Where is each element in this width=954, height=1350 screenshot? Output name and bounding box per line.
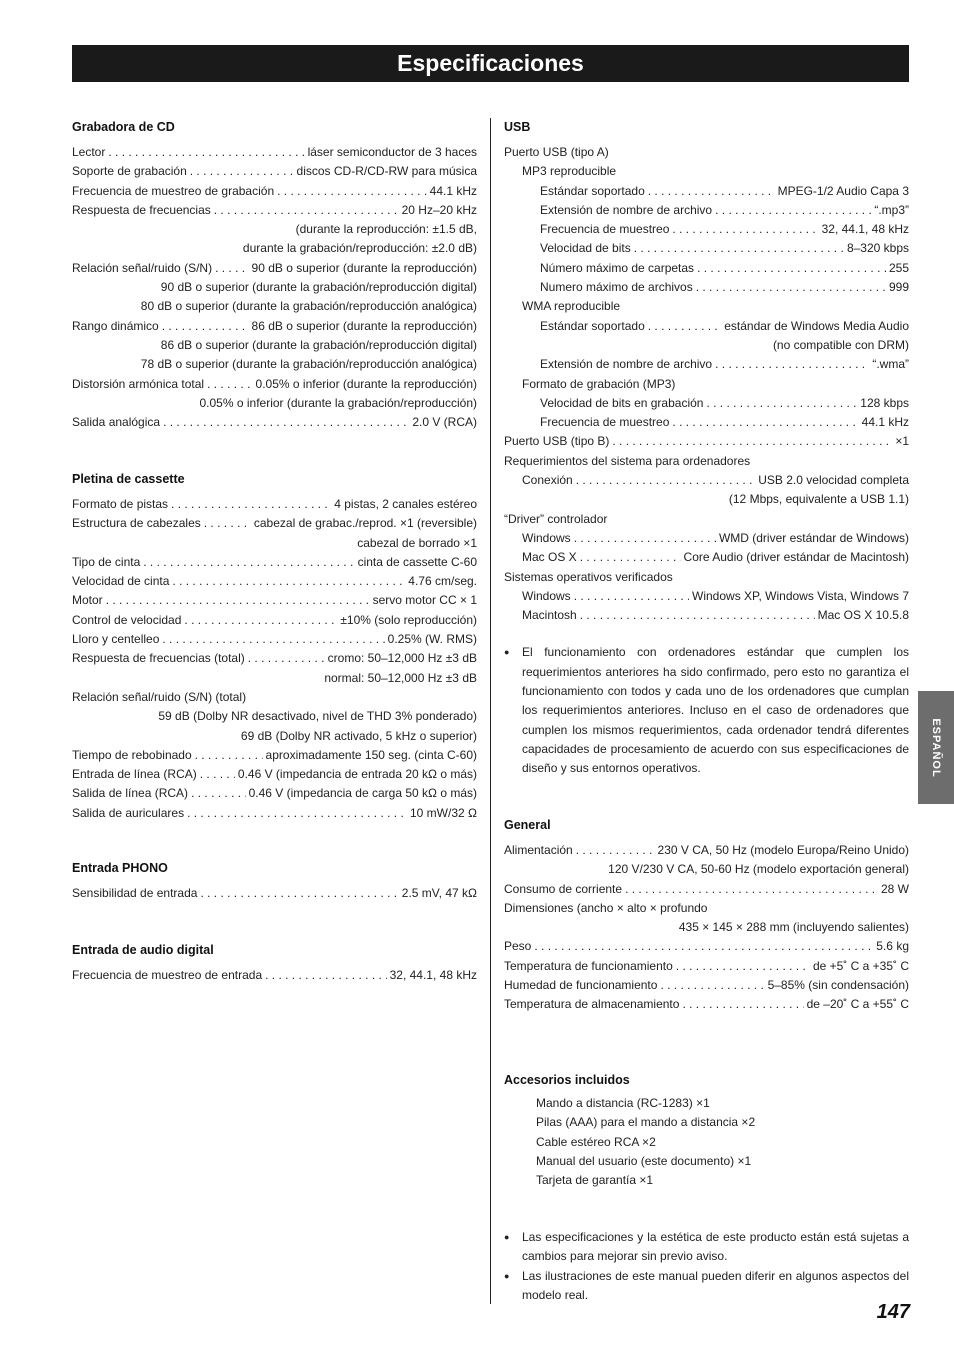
spec-value: 2.0 V (RCA) (412, 415, 477, 430)
spec-value: “.mp3” (874, 202, 909, 217)
spec-value: “.wma” (872, 357, 909, 372)
spec-row (72, 611, 477, 630)
section-digital-input (72, 941, 477, 985)
spec-value: cinta de cassette C-60 (357, 554, 477, 569)
leader-dots (187, 804, 407, 823)
spec-row (72, 591, 477, 610)
spec-label: Windows (522, 530, 571, 545)
spec-row (72, 514, 477, 533)
spec-label: Temperatura de almacenamiento (504, 997, 680, 1012)
spec-value: de –20˚ C a +55˚ C (806, 997, 909, 1012)
spec-value: 10 mW/32 Ω (410, 805, 477, 820)
spec-row (72, 649, 477, 668)
spec-label: Velocidad de cinta (72, 574, 170, 589)
spec-value: cabezal de grabac./reprod. ×1 (reversible) (253, 516, 477, 531)
spec-row (504, 355, 909, 374)
leader-dots (162, 630, 384, 649)
spec-value: 999 (888, 280, 909, 295)
spec-label: Entrada de línea (RCA) (72, 767, 197, 782)
spec-value: 0.05% o inferior (durante la reproducción) (255, 376, 477, 391)
spec-label: Rango dinámico (72, 318, 159, 333)
leader-dots (214, 201, 399, 220)
section-title: Accesorios incluidos (504, 1073, 630, 1087)
spec-row (504, 841, 909, 860)
leader-dots (580, 548, 681, 567)
spec-row (72, 966, 477, 985)
page-title: Especificaciones (72, 45, 909, 82)
spec-value: 32, 44.1, 48 kHz (389, 968, 477, 982)
spec-label: Mac OS X (522, 550, 577, 565)
spec-value: de +5˚ C a +35˚ C (812, 958, 909, 973)
spec-continuation: (durante la reproducción: ±1.5 dB, (295, 222, 477, 237)
spec-row (504, 471, 909, 490)
spec-label: Puerto USB (tipo B) (504, 434, 610, 449)
spec-value: Core Audio (driver estándar de Macintosh) (683, 550, 909, 565)
spec-row (72, 765, 477, 784)
spec-value: 4 pistas, 2 canales estéreo (334, 497, 477, 511)
spec-subheading: Dimensiones (ancho × alto × profundo (504, 900, 708, 915)
spec-label: Salida de auriculares (72, 805, 185, 820)
leader-dots (195, 746, 263, 765)
usb-note: ● El funcionamiento con ordenadores estándar que cumplen los requerimientos anteriores ha sido confirmado, pero esto no garantiza el funcionamiento con todos y cada uno de los ordenadores que cumplan los requerimientos anteriores. Incluso en el caso de ordenadores que cumplen los mismos requerimientos, cada ordenador tendrá diferentes capacidades de procesamiento de acuerdo con sus especificaciones de diseño y sus entornos operativos. (504, 643, 909, 778)
spec-value: ±10% (solo reproducción) (340, 612, 477, 627)
spec-row (72, 784, 477, 803)
spec-label: Estructura de cabezales (72, 516, 201, 531)
spec-row (72, 884, 477, 903)
spec-subheading: “Driver” controlador (504, 511, 608, 526)
section-general (504, 816, 909, 1015)
leader-dots (200, 884, 398, 903)
spec-label: Lloro y centelleo (72, 632, 160, 647)
footnotes (504, 1228, 909, 1305)
accessory-item: Pilas (AAA) para el mando a distancia ×2 (536, 1115, 756, 1130)
spec-row (504, 394, 909, 413)
spec-label: Frecuencia de muestreo (540, 222, 670, 237)
spec-value: USB 2.0 velocidad completa (758, 473, 909, 488)
spec-row (504, 201, 909, 220)
spec-label: Soporte de grabación (72, 164, 187, 179)
spec-value: 2.5 mV, 47 kΩ (401, 886, 477, 900)
spec-label: Número máximo de carpetas (540, 260, 695, 275)
spec-label: Relación señal/ruido (S/N) (72, 260, 213, 275)
leader-dots (715, 355, 869, 374)
spec-row (504, 413, 909, 432)
leader-dots (625, 880, 878, 899)
spec-continuation: 0.05% o inferior (durante la grabación/reproducción) (199, 395, 477, 410)
spec-label: Control de velocidad (72, 612, 182, 627)
spec-value: 5.6 kg (876, 939, 909, 954)
spec-list (72, 143, 477, 432)
spec-row (72, 182, 477, 201)
spec-value: cromo: 50–12,000 Hz ±3 dB (327, 651, 477, 666)
section-cassette-deck (72, 470, 477, 823)
section-cd-recorder (72, 118, 477, 432)
spec-value: 20 Hz–20 kHz (401, 202, 477, 217)
spec-value: 255 (888, 260, 909, 275)
spec-list (504, 143, 909, 625)
spec-label: Macintosh (522, 608, 577, 623)
spec-subheading: Puerto USB (tipo A) (504, 145, 609, 159)
spec-row (504, 220, 909, 239)
spec-row (72, 746, 477, 765)
spec-label: Temperatura de funcionamiento (504, 958, 673, 973)
spec-label: Estándar soportado (540, 183, 645, 198)
spec-continuation: durante la grabación/reproducción: ±2.0 dB) (242, 241, 477, 256)
leader-dots (204, 514, 251, 533)
spec-continuation: 120 V/230 V CA, 50-60 Hz (modelo exportación general) (608, 862, 909, 877)
accessory-item: Manual del usuario (este documento) ×1 (536, 1153, 752, 1168)
leader-dots (277, 182, 427, 201)
section-phono-input (72, 859, 477, 903)
spec-row (504, 278, 909, 297)
leader-dots (143, 553, 354, 572)
spec-label: Velocidad de bits (540, 241, 631, 256)
spec-list (504, 841, 909, 1015)
spec-label: Conexión (522, 473, 573, 488)
spec-label: Alimentación (504, 843, 573, 857)
spec-row (72, 259, 477, 278)
spec-value: 0.25% (W. RMS) (387, 632, 477, 647)
spec-subheading: Requerimientos del sistema para ordenadores (504, 453, 751, 468)
spec-continuation: 80 dB o superior (durante la grabación/reproducción analógica) (140, 299, 477, 314)
leader-dots (171, 495, 331, 514)
spec-row (72, 413, 477, 432)
spec-label: Distorsión armónica total (72, 376, 205, 391)
leader-dots (200, 765, 235, 784)
footnote: ● Las ilustraciones de este manual pueden diferir en algunos aspectos del modelo real. (504, 1267, 909, 1306)
leader-dots (697, 259, 886, 278)
leader-dots (534, 937, 873, 956)
spec-row (504, 182, 909, 201)
spec-row (72, 162, 477, 181)
spec-label: Velocidad de bits en grabación (540, 395, 704, 410)
spec-label: Frecuencia de muestreo de entrada (72, 968, 263, 982)
spec-row (504, 976, 909, 995)
spec-list (72, 495, 477, 823)
leader-dots (660, 976, 764, 995)
spec-subheading: MP3 reproducible (522, 164, 617, 179)
leader-dots (190, 162, 294, 181)
spec-value: 86 dB o superior (durante la reproducción) (251, 318, 477, 333)
spec-value: estándar de Windows Media Audio (724, 318, 909, 333)
spec-continuation: normal: 50–12,000 Hz ±3 dB (324, 670, 477, 685)
spec-label: Extensión de nombre de archivo (540, 357, 713, 372)
spec-subheading: Sistemas operativos verificados (504, 569, 673, 584)
spec-value: 28 W (880, 881, 909, 896)
spec-label: Peso (504, 939, 532, 954)
spec-row (504, 937, 909, 956)
spec-value: WMD (driver estándar de Windows) (718, 530, 909, 545)
spec-subheading: Relación señal/ruido (S/N) (total) (72, 689, 247, 704)
spec-row (72, 317, 477, 336)
spec-subheading: WMA reproducible (522, 299, 621, 314)
section-title: Entrada PHONO (72, 861, 168, 875)
spec-label: Estándar soportado (540, 318, 645, 333)
leader-dots (612, 432, 892, 451)
spec-row (504, 259, 909, 278)
spec-label: Lector (72, 145, 106, 159)
spec-label: Frecuencia de muestreo (540, 415, 670, 430)
spec-label: Consumo de corriente (504, 881, 623, 896)
spec-label: Formato de pistas (72, 497, 169, 511)
leader-dots (191, 784, 246, 803)
spec-value: Windows XP, Windows Vista, Windows 7 (692, 588, 909, 603)
spec-continuation: 78 dB o superior (durante la grabación/reproducción analógica) (140, 357, 477, 372)
spec-value: servo motor CC × 1 (372, 593, 477, 608)
accessory-item: Mando a distancia (RC-1283) ×1 (536, 1096, 710, 1110)
spec-row (72, 553, 477, 572)
leader-dots (682, 995, 803, 1014)
section-title: Pletina de cassette (72, 472, 185, 486)
spec-label: Salida de línea (RCA) (72, 786, 189, 801)
spec-continuation: 86 dB o superior (durante la grabación/reproducción digital) (160, 337, 477, 352)
leader-dots (696, 278, 886, 297)
spec-continuation: (12 Mbps, equivalente a USB 1.1) (728, 492, 909, 507)
accessory-item: Cable estéreo RCA ×2 (536, 1134, 656, 1149)
spec-continuation: 59 dB (Dolby NR desactivado, nivel de THD 3% ponderado) (158, 709, 477, 724)
spec-value: 230 V CA, 50 Hz (modelo Europa/Reino Unido) (657, 843, 909, 857)
spec-value: Mac OS X 10.5.8 (817, 608, 909, 623)
spec-row (504, 548, 909, 567)
leader-dots (580, 606, 815, 625)
leader-dots (172, 572, 405, 591)
page-number: 147 (876, 1301, 910, 1323)
spec-label: Windows (522, 588, 571, 603)
spec-label: Respuesta de frecuencias (total) (72, 651, 245, 666)
spec-row (504, 529, 909, 548)
spec-row (72, 495, 477, 514)
section-title: Grabadora de CD (72, 120, 175, 134)
spec-row (72, 375, 477, 394)
leader-dots (215, 259, 248, 278)
leader-dots (574, 587, 689, 606)
spec-continuation: 90 dB o superior (durante la grabación/reproducción digital) (160, 280, 477, 295)
spec-label: Salida analógica (72, 415, 161, 430)
spec-label: Frecuencia de muestreo de grabación (72, 183, 275, 198)
spec-list (72, 884, 477, 903)
leader-dots (672, 220, 818, 239)
section-accessories (504, 1071, 909, 1190)
spec-continuation: cabezal de borrado ×1 (357, 535, 477, 550)
spec-row (72, 201, 477, 220)
spec-value: ×1 (895, 434, 909, 449)
spec-value: 128 kbps (860, 395, 909, 410)
spec-row (504, 432, 909, 451)
leader-dots (207, 375, 252, 394)
spec-continuation: 435 × 145 × 288 mm (incluyendo salientes) (678, 920, 909, 935)
spec-row (72, 804, 477, 823)
section-usb (504, 118, 909, 779)
spec-list (72, 966, 477, 985)
spec-continuation: (no compatible con DRM) (772, 337, 909, 352)
spec-row (504, 957, 909, 976)
spec-value: 44.1 kHz (429, 183, 477, 198)
spec-value: 4.76 cm/seg. (408, 574, 477, 589)
spec-row (504, 995, 909, 1014)
spec-value: MPEG-1/2 Audio Capa 3 (777, 183, 909, 198)
spec-value: 8–320 kbps (846, 241, 909, 256)
spec-label: Numero máximo de archivos (540, 280, 693, 295)
section-title: USB (504, 120, 531, 134)
spec-value: aproximadamente 150 seg. (cinta C-60) (265, 747, 477, 762)
spec-label: Motor (72, 593, 103, 608)
section-title: Entrada de audio digital (72, 943, 214, 957)
leader-dots (576, 841, 655, 860)
section-title: General (504, 818, 551, 832)
language-tab-label: ESPAÑOL (930, 717, 942, 778)
spec-row (504, 587, 909, 606)
spec-value: 5–85% (sin condensación) (767, 978, 909, 993)
leader-dots (672, 413, 858, 432)
spec-row (504, 239, 909, 258)
leader-dots (648, 317, 721, 336)
spec-value: láser semiconductor de 3 haces (307, 145, 477, 159)
spec-row (72, 630, 477, 649)
leader-dots (162, 317, 249, 336)
spec-label: Tiempo de rebobinado (72, 747, 192, 762)
leader-dots (706, 394, 857, 413)
spec-value: 32, 44.1, 48 kHz (821, 222, 909, 237)
spec-label: Respuesta de frecuencias (72, 202, 211, 217)
spec-row (504, 880, 909, 899)
spec-value: 0.46 V (impedancia de carga 50 kΩ o más) (248, 786, 477, 801)
spec-row (72, 143, 477, 162)
leader-dots (106, 591, 370, 610)
language-tab (918, 691, 954, 804)
leader-dots (265, 966, 386, 985)
leader-dots (634, 239, 844, 258)
spec-value: discos CD-R/CD-RW para música (296, 164, 477, 179)
spec-label: Extensión de nombre de archivo (540, 202, 713, 217)
spec-label: Sensibilidad de entrada (72, 886, 198, 900)
spec-label: Tipo de cinta (72, 554, 141, 569)
spec-subheading: Formato de grabación (MP3) (522, 376, 676, 391)
leader-dots (108, 143, 304, 162)
leader-dots (576, 471, 756, 490)
leader-dots (184, 611, 337, 630)
spec-value: 90 dB o superior (durante la reproducción) (251, 260, 477, 275)
leader-dots (574, 529, 716, 548)
leader-dots (163, 413, 409, 432)
spec-value: 0.46 V (impedancia de entrada 20 kΩ o más) (237, 767, 477, 782)
spec-row (504, 317, 909, 336)
spec-row (504, 606, 909, 625)
leader-dots (715, 201, 871, 220)
leader-dots (676, 957, 810, 976)
leader-dots (648, 182, 775, 201)
leader-dots (248, 649, 325, 668)
footnote: ● Las especificaciones y la estética de este producto están está sujetas a cambios para mejorar sin previo aviso. (504, 1228, 909, 1267)
spec-label: Humedad de funcionamiento (504, 978, 658, 993)
accessory-item: Tarjeta de garantía ×1 (536, 1173, 654, 1188)
column-divider (490, 118, 491, 1304)
spec-value: 44.1 kHz (861, 415, 909, 430)
spec-continuation: 69 dB (Dolby NR activado, 5 kHz o superior) (240, 728, 477, 743)
spec-row (72, 572, 477, 591)
